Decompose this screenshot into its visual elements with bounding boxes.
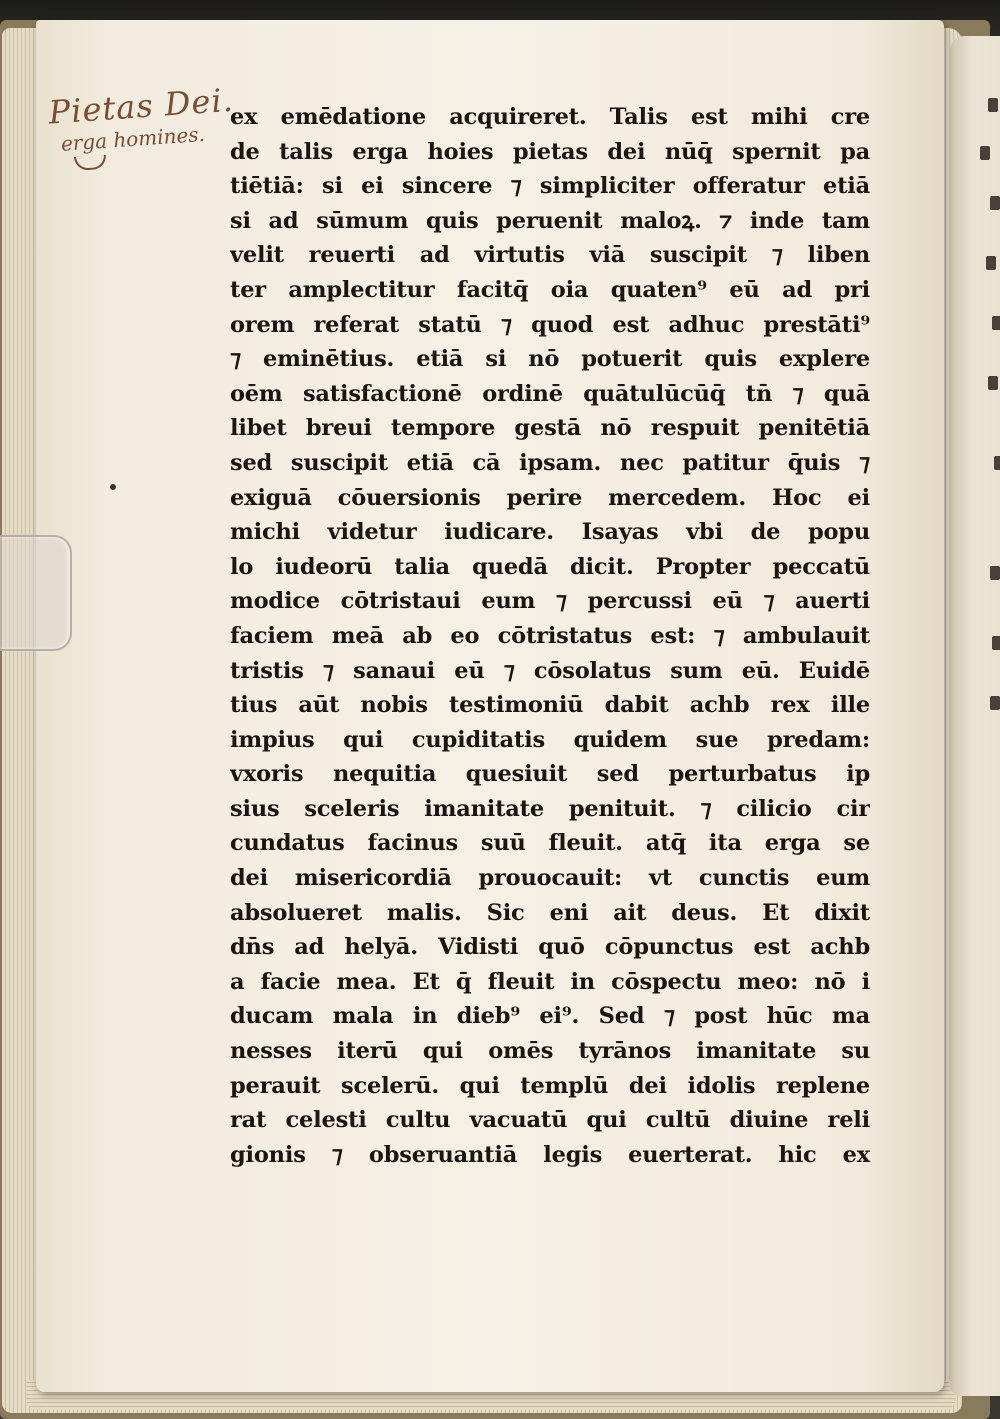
printed-text-block: [230, 100, 870, 1172]
facing-page-glyph: [986, 256, 996, 270]
text-line: ducam mala in dieb⁹ ei⁹. Sed ⁊ post hūc ma: [230, 1003, 870, 1030]
text-line: libet breui tempore gestā nō respuit penitētiā: [230, 415, 870, 442]
text-line: impius qui cupiditatis quidem sue predam:: [230, 726, 870, 753]
marginal-note-line-2: erga homines.: [60, 121, 206, 156]
facing-page-glyph: [980, 146, 990, 160]
text-line: lo iudeorū talia quedā dicit. Propter peccatū: [230, 553, 870, 580]
text-line: orem referat statū ⁊ quod est adhuc prestāti⁹: [230, 311, 870, 338]
text-line: oēm satisfactionē ordinē quātulūcūq̄ tn̄ ⁊ quā: [230, 380, 870, 407]
facing-page-glyph: [990, 566, 1000, 580]
text-line: rat celesti cultu vacuatū qui cultū diuine reli: [230, 1107, 870, 1134]
text-line: a facie mea. Et q̄ fleuit in cōspectu meo: nō i: [230, 968, 870, 995]
text-line: dei misericordiā prouocauit: vt cunctis eum: [230, 865, 870, 892]
facing-page: [950, 36, 1000, 1396]
text-line: tiētiā: si ei sincere ⁊ simpliciter offeratur etiā: [230, 173, 870, 200]
text-line: absolueret malis. Sic eni ait deus. Et dixit: [230, 899, 870, 926]
text-line: faciem meā ab eo cōtristatus est: ⁊ ambulauit: [230, 622, 870, 649]
facing-page-glyph: [992, 636, 1000, 650]
marginal-note: [48, 81, 243, 172]
text-line: sed suscipit etiā cā ipsam. nec patitur q̄uis ⁊: [230, 449, 870, 476]
marginal-flourish: [74, 155, 107, 171]
text-line: velit reuerti ad virtutis viā suscipit ⁊ liben: [230, 242, 870, 269]
text-line: perauit scelerū. qui templū dei idolis replene: [230, 1072, 870, 1099]
text-line: de talis erga hoies pietas dei nūq̄ spernit pa: [230, 138, 870, 165]
text-line: modice cōtristaui eum ⁊ percussi eū ⁊ auerti: [230, 588, 870, 615]
ink-dot: [110, 484, 116, 490]
text-line: tristis ⁊ sanaui eū ⁊ cōsolatus sum eū. Euidē: [230, 657, 870, 684]
text-line: gionis ⁊ obseruantiā legis euerterat. hic ex: [230, 1141, 870, 1168]
text-line: vxoris nequitia quesiuit sed perturbatus ip: [230, 761, 870, 788]
facing-page-glyph: [992, 316, 1000, 330]
facing-page-glyph: [990, 696, 1000, 710]
facing-page-glyph: [994, 456, 1000, 470]
text-line: michi videtur iudicare. Isayas vbi de popu: [230, 519, 870, 546]
text-line: exiguā cōuersionis perire mercedem. Hoc ei: [230, 484, 870, 511]
text-line: si ad sūmum quis peruenit maloꝝ. ⁊ inde tam: [230, 207, 870, 234]
text-line: ⁊ eminētius. etiā si nō potuerit quis explere: [230, 346, 870, 373]
facing-page-glyph: [988, 376, 998, 390]
facing-page-glyph: [988, 98, 998, 112]
text-line: nesses iterū qui omēs tyrānos imanitate su: [230, 1038, 870, 1065]
marginal-note-line-1: Pietas Dei.: [47, 80, 235, 132]
text-line: cundatus facinus suū fleuit. atq̄ ita erga se: [230, 830, 870, 857]
text-line: dn̄s ad helyā. Vidisti quō cōpunctus est achb: [230, 934, 870, 961]
facing-page-glyph: [990, 196, 1000, 210]
text-line: sius sceleris imanitate penituit. ⁊ cilicio cir: [230, 795, 870, 822]
text-line: tius aūt nobis testimoniū dabit achb rex ille: [230, 692, 870, 719]
text-line: ter amplectitur facitq̄ oia quaten⁹ eū ad pri: [230, 276, 870, 303]
text-line: ex emēdatione acquireret. Talis est mihi cre: [230, 104, 870, 130]
bookmark-tab: [0, 535, 72, 651]
